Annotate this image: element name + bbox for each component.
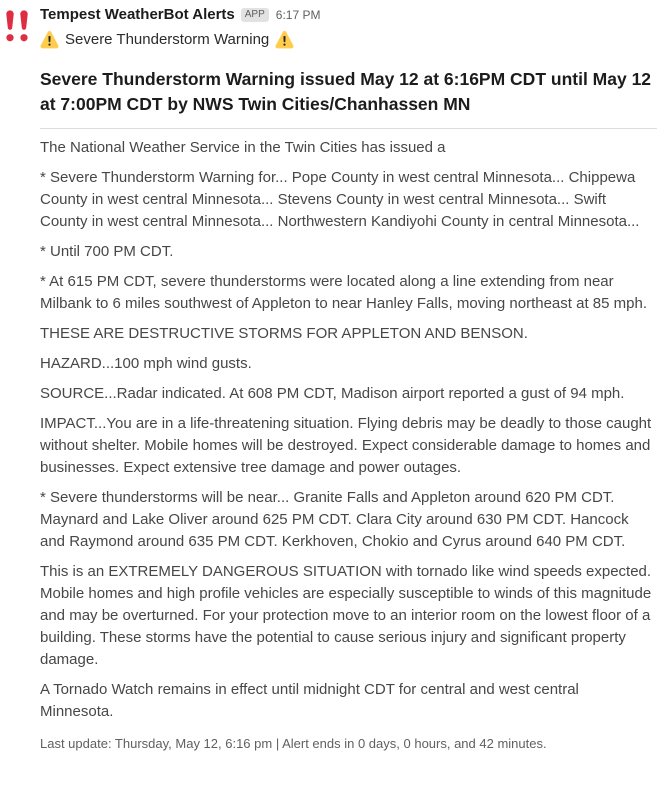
alert-paragraph: * Severe thunderstorms will be near... Granite Falls and Appleton around 620 PM CDT. Maynard and Lake Oliver around 625 PM CDT. Clara City around 630 PM CDT. Hancock and Raymond around 635 PM CDT. Kerkhoven, Chokio and Cyrus around 640 PM CDT. <box>40 489 629 550</box>
warning-triangle-icon <box>40 30 59 49</box>
warning-triangle-icon <box>275 30 294 49</box>
alert-summary-line <box>40 28 657 50</box>
alert-paragraph: This is an EXTREMELY DANGEROUS SITUATION with tornado like wind speeds expected. Mobile homes and high profile vehicles are especially susceptible to winds of this magnitude and may be overturned. For your protection move to an interior room on the lowest floor of a building. These storms have the potential to cause serious injury and significant property damage. <box>40 563 652 668</box>
alert-paragraph: IMPACT...You are in a life-threatening situation. Flying debris may be deadly to those caught without shelter. Mobile homes will be destroyed. Expect considerable damage to homes and businesses. Expect extensive tree damage and power outages. <box>40 415 652 476</box>
alert-paragraph: A Tornado Watch remains in effect until midnight CDT for central and west central Minnesota. <box>40 681 579 720</box>
alert-paragraph: * At 615 PM CDT, severe thunderstorms were located along a line extending from near Milbank to 6 miles southwest of Appleton to near Hanley Falls, moving northeast at 85 mph. <box>40 273 647 312</box>
alert-footer: Last update: Thursday, May 12, 6:16 pm | Alert ends in 0 days, 0 hours, and 42 minutes. <box>40 736 547 751</box>
alert-paragraph: * Until 700 PM CDT. <box>40 243 174 260</box>
alert-paragraph: HAZARD...100 mph wind gusts. <box>40 355 252 372</box>
bot-username[interactable]: Tempest WeatherBot Alerts <box>40 6 235 23</box>
message-timestamp[interactable]: 6:17 PM <box>275 8 321 22</box>
alert-paragraph: THESE ARE DESTRUCTIVE STORMS FOR APPLETON AND BENSON. <box>40 325 528 342</box>
alert-body <box>40 137 657 723</box>
message-header <box>40 5 657 25</box>
alert-title: Severe Thunderstorm Warning issued May 12 at 6:16PM CDT until May 12 at 7:00PM CDT by NWS Twin Cities/Chanhassen MN <box>40 69 652 114</box>
alert-paragraph: * Severe Thunderstorm Warning for... Pope County in west central Minnesota... Chippewa County in west central Minnesota... Stevens County in west central Minnesota... Swift County in west central Minnesota... Northwestern Kandiyohi County in central Minnesota... <box>40 169 640 230</box>
alert-paragraph: The National Weather Service in the Twin Cities has issued a <box>40 139 446 156</box>
app-badge: APP <box>241 8 269 22</box>
avatar-column <box>3 5 40 752</box>
alert-summary-text: Severe Thunderstorm Warning <box>65 30 270 48</box>
divider <box>40 128 657 129</box>
message-content <box>40 5 657 752</box>
alert-paragraph: SOURCE...Radar indicated. At 608 PM CDT, Madison airport reported a gust of 94 mph. <box>40 385 625 402</box>
bot-avatar-double-exclamation-icon[interactable] <box>3 7 31 45</box>
